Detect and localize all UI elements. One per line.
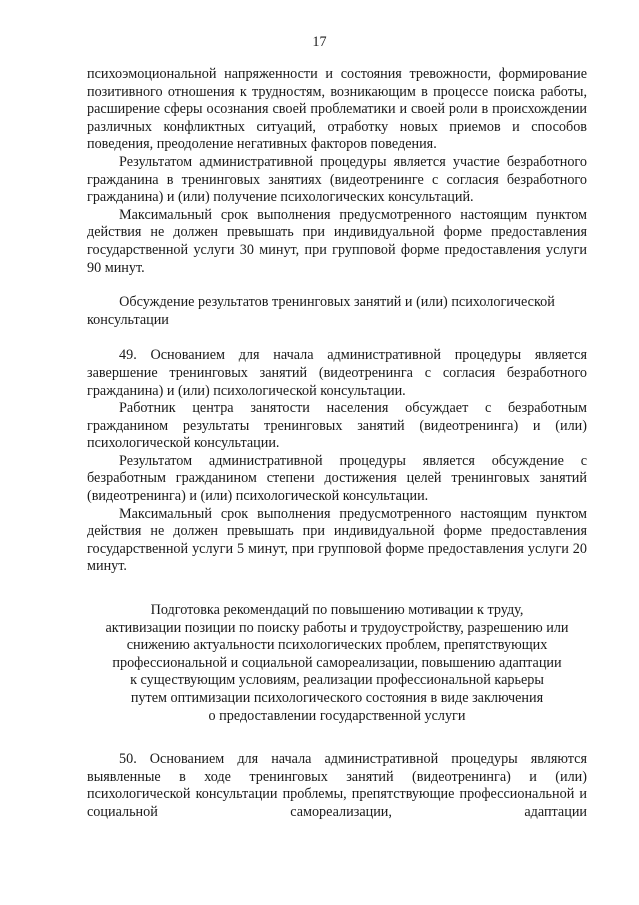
heading-line: к существующим условиям, реализации профессиональной карьеры [130,672,544,689]
heading-line: снижению актуальности психологических проблем, препятствующих [126,637,548,654]
page-number: 17 [312,34,327,50]
heading-line: Подготовка рекомендаций по повышению мотивации к труду, [150,602,524,619]
section-heading: Обсуждение результатов тренинговых занятий и (или) психологической консультации [87,294,555,328]
document-body [87,66,587,822]
heading-line: активизации позиции по поиску работы и трудоустройству, разрешению или [105,619,569,636]
paragraph-worker: Работник центра занятости населения обсуждает с безработным гражданином результаты тренинговых занятий (видеотренинга) и (или) психологической консультации. [87,400,587,452]
paragraph-result-discussion: Результатом административной процедуры является обсуждение с безработным гражданином степени достижения целей тренинговых занятий (видеотренинга) и (или) психологической консультации. [87,452,587,505]
heading-line: путем оптимизации психологического состояния в виде заключения [130,690,544,706]
paragraph-continuation: психоэмоциональной напряженности и состояния тревожности, формирование позитивного отношения к трудностям, возникающим в процессе поиска работы, расширение сферы осознания своей проблематики и своей роли в происхождении различных конфликтных ситуаций, отработку новых приемов и способов поведения, преодоление негативных факторов поведения. [87,66,587,153]
paragraph-49: 49. Основанием для начала административной процедуры является завершение тренинговых занятий (видеотренинга с согласия безработного гражданина) и (или) психологической консультации. [87,347,587,399]
paragraph-50: 50. Основанием для начала административной процедуры являются выявленные в ходе тренинговых занятий (видеотренинга) и (или) психологической консультации проблемы, препятствующие профессиональной и социальной самореализации, адаптации [87,751,587,820]
section-heading-recommendations [71,602,603,725]
paragraph-result: Результатом административной процедуры является участие безработного гражданина в тренинговых занятиях (видеотренинге с согласия безработного гражданина) и (или) получение психологических консультаций. [87,153,587,206]
heading-line: профессиональной и социальной самореализации, повышению адаптации [112,654,562,671]
heading-line: о предоставлении государственной услуги [208,707,466,724]
paragraph-max-time-2: Максимальный срок выполнения предусмотренного настоящим пунктом действия не должен превышать при индивидуальной форме предоставления государственной услуги 5 минут, при групповой форме предоставления услуги 20 минут. [87,505,587,575]
paragraph-max-time: Максимальный срок выполнения предусмотренного настоящим пунктом действия не должен превышать при индивидуальной форме предоставления государственной услуги 30 минут, при групповой форме предоставления услуги 90 минут. [87,206,587,276]
